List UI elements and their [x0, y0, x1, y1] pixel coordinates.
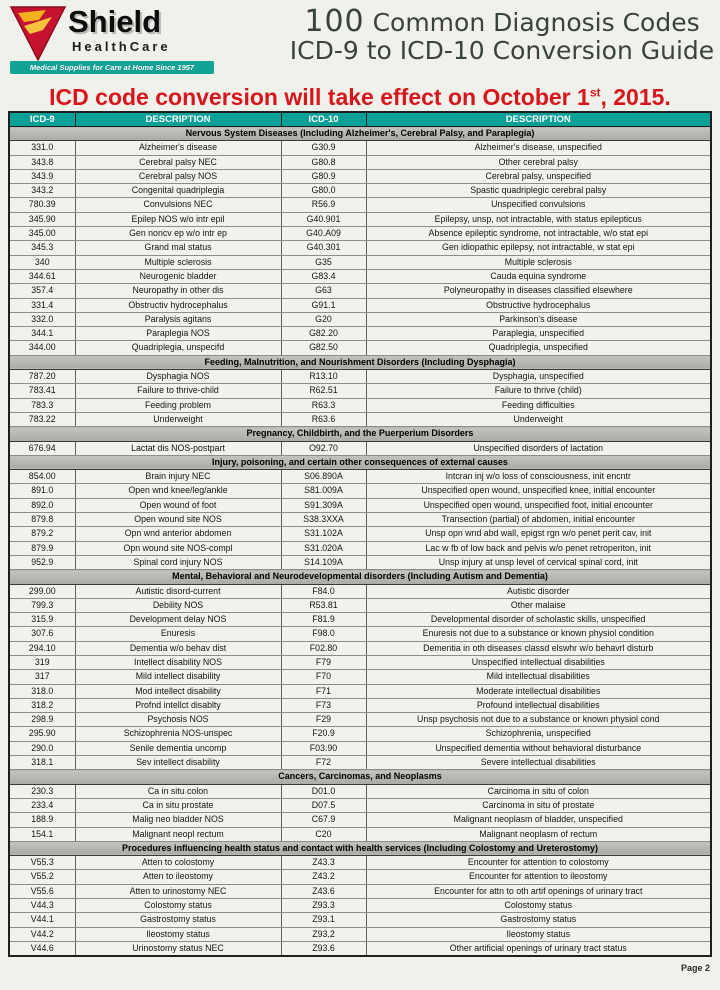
table-row [9, 527, 711, 541]
document-title [288, 4, 716, 65]
icd9-code-cell: 340 [9, 255, 75, 269]
icd9-desc-cell: Autistic disord-current [75, 584, 281, 598]
icd10-code-cell: G40.301 [281, 241, 366, 255]
section-header-row [9, 427, 711, 441]
icd10-code-cell: Z93.2 [281, 927, 366, 941]
icd9-desc-cell: Ileostomy status [75, 927, 281, 941]
icd9-desc-cell: Atten to urinostomy NEC [75, 884, 281, 898]
icd9-code-cell: 345.90 [9, 212, 75, 226]
title-line-2: ICD-9 to ICD-10 Conversion Guide [289, 36, 715, 65]
icd10-desc-cell: Unspecified convulsions [366, 198, 711, 212]
icd9-code-cell: 319 [9, 655, 75, 669]
icd10-desc-cell: Dementia in oth diseases classd elswhr w/o behavrl disturb [366, 641, 711, 655]
icd10-code-cell: Z93.6 [281, 941, 366, 956]
icd10-desc-cell: Failure to thrive (child) [366, 384, 711, 398]
icd10-code-cell: Z43.6 [281, 884, 366, 898]
title-number: 100 [304, 4, 365, 39]
icd9-desc-cell: Debility NOS [75, 598, 281, 612]
icd9-desc-cell: Ca in situ colon [75, 784, 281, 798]
icd10-desc-cell: Unspecified open wound, unspecified knee, initial encounter [366, 484, 711, 498]
icd10-code-cell: F79 [281, 655, 366, 669]
table-row [9, 541, 711, 555]
icd9-desc-cell: Enuresis [75, 627, 281, 641]
icd10-code-cell: Z43.3 [281, 856, 366, 870]
icd10-desc-cell: Carcinoma in situ of colon [366, 784, 711, 798]
icd10-desc-cell: Unspecified disorders of lactation [366, 441, 711, 455]
shield-healthcare-logo [10, 2, 250, 84]
icd10-code-cell: S06.890A [281, 470, 366, 484]
icd10-desc-cell: Epilepsy, unsp, not intractable, with status epilepticus [366, 212, 711, 226]
icd10-desc-cell: Polyneuropathy in diseases classified elsewhere [366, 284, 711, 298]
icd9-desc-cell: Lactat dis NOS-postpart [75, 441, 281, 455]
icd9-code-cell: 879.2 [9, 527, 75, 541]
icd10-desc-cell: Encounter for attention to ileostomy [366, 870, 711, 884]
icd10-code-cell: R62.51 [281, 384, 366, 398]
icd9-desc-cell: Mild intellect disability [75, 670, 281, 684]
table-row [9, 870, 711, 884]
icd9-code-cell: 154.1 [9, 827, 75, 841]
section-title: Mental, Behavioral and Neurodevelopmental disorders (Including Autism and Dementia) [9, 570, 711, 584]
icd10-code-cell: F72 [281, 756, 366, 770]
icd9-code-cell: V44.1 [9, 913, 75, 927]
icd9-desc-cell: Convulsions NEC [75, 198, 281, 212]
table-row [9, 655, 711, 669]
icd10-desc-cell: Colostomy status [366, 899, 711, 913]
icd9-desc-cell: Cerebral palsy NOS [75, 169, 281, 183]
icd10-desc-cell: Dysphagia, unspecified [366, 370, 711, 384]
icd9-desc-cell: Atten to ileostomy [75, 870, 281, 884]
table-row [9, 684, 711, 698]
section-title: Feeding, Malnutrition, and Nourishment Disorders (Including Dysphagia) [9, 355, 711, 369]
icd10-code-cell: G30.9 [281, 141, 366, 155]
table-row [9, 884, 711, 898]
table-row [9, 198, 711, 212]
table-row [9, 756, 711, 770]
table-row [9, 227, 711, 241]
table-row [9, 941, 711, 956]
icd10-desc-cell: Transection (partial) of abdomen, initial encounter [366, 513, 711, 527]
icd9-code-cell: 318.1 [9, 756, 75, 770]
icd10-desc-cell: Parkinson's disease [366, 312, 711, 326]
icd9-code-cell: 332.0 [9, 312, 75, 326]
icd10-code-cell: D01.0 [281, 784, 366, 798]
table-row [9, 412, 711, 426]
icd9-desc-cell: Multiple sclerosis [75, 255, 281, 269]
icd10-code-cell: G82.50 [281, 341, 366, 355]
icd10-desc-cell: Carcinoma in situ of prostate [366, 798, 711, 812]
icd10-code-cell: S81.009A [281, 484, 366, 498]
icd9-desc-cell: Neuropathy in other dis [75, 284, 281, 298]
icd9-code-cell: V44.2 [9, 927, 75, 941]
icd10-desc-cell: Developmental disorder of scholastic skills, unspecified [366, 613, 711, 627]
brand-subname: HealthCare [72, 39, 171, 54]
table-row [9, 255, 711, 269]
icd10-code-cell: F03.90 [281, 741, 366, 755]
col-header-description-1: DESCRIPTION [75, 112, 281, 127]
icd10-code-cell: G20 [281, 312, 366, 326]
section-header-row [9, 355, 711, 369]
icd9-code-cell: 343.8 [9, 155, 75, 169]
icd-conversion-table [8, 111, 712, 957]
icd10-code-cell: F29 [281, 713, 366, 727]
banner-superscript: st [589, 85, 601, 100]
table-row [9, 641, 711, 655]
icd9-code-cell: 315.9 [9, 613, 75, 627]
icd9-code-cell: 317 [9, 670, 75, 684]
table-row [9, 698, 711, 712]
icd9-code-cell: 344.00 [9, 341, 75, 355]
icd9-desc-cell: Cerebral palsy NEC [75, 155, 281, 169]
title-line-1-text: Common Diagnosis Codes [364, 8, 700, 37]
icd9-desc-cell: Colostomy status [75, 899, 281, 913]
icd10-desc-cell: Encounter for attn to oth artif openings of urinary tract [366, 884, 711, 898]
icd10-desc-cell: Feeding difficulties [366, 398, 711, 412]
icd9-code-cell: 345.00 [9, 227, 75, 241]
icd10-code-cell: G40.A09 [281, 227, 366, 241]
icd10-desc-cell: Spastic quadriplegic cerebral palsy [366, 184, 711, 198]
icd9-code-cell: 230.3 [9, 784, 75, 798]
icd10-code-cell: R63.3 [281, 398, 366, 412]
icd9-code-cell: 854.00 [9, 470, 75, 484]
icd10-code-cell: Z93.1 [281, 913, 366, 927]
icd10-desc-cell: Multiple sclerosis [366, 255, 711, 269]
banner-text: ICD code conversion will take effect on October 1 [49, 84, 590, 110]
table-row [9, 584, 711, 598]
icd9-desc-cell: Neurogenic bladder [75, 269, 281, 283]
icd9-code-cell: 331.4 [9, 298, 75, 312]
icd9-code-cell: 344.61 [9, 269, 75, 283]
icd10-code-cell: G80.9 [281, 169, 366, 183]
table-row [9, 241, 711, 255]
icd9-desc-cell: Malig neo bladder NOS [75, 813, 281, 827]
icd9-desc-cell: Ca in situ prostate [75, 798, 281, 812]
icd10-code-cell: S14.109A [281, 555, 366, 569]
table-row [9, 470, 711, 484]
icd10-desc-cell: Alzheimer's disease, unspecified [366, 141, 711, 155]
icd9-desc-cell: Profnd intellct disablty [75, 698, 281, 712]
icd9-code-cell: V44.3 [9, 899, 75, 913]
icd9-desc-cell: Grand mal status [75, 241, 281, 255]
section-header-row [9, 127, 711, 141]
icd9-code-cell: 879.9 [9, 541, 75, 555]
icd9-code-cell: 783.22 [9, 412, 75, 426]
table-row [9, 741, 711, 755]
icd10-desc-cell: Unspecified dementia without behavioral disturbance [366, 741, 711, 755]
table-row [9, 713, 711, 727]
col-header-icd10: ICD-10 [281, 112, 366, 127]
icd9-desc-cell: Psychosis NOS [75, 713, 281, 727]
icd9-code-cell: 344.1 [9, 327, 75, 341]
icd9-code-cell: 318.2 [9, 698, 75, 712]
table-row [9, 670, 711, 684]
icd9-code-cell: 952.9 [9, 555, 75, 569]
icd10-desc-cell: Paraplegia, unspecified [366, 327, 711, 341]
icd9-desc-cell: Congenital quadriplegia [75, 184, 281, 198]
icd9-code-cell: 783.41 [9, 384, 75, 398]
table-row [9, 827, 711, 841]
icd10-code-cell: G40.901 [281, 212, 366, 226]
brand-tagline: Medical Supplies for Care at Home Since 1957 [10, 61, 214, 74]
col-header-icd9: ICD-9 [9, 112, 75, 127]
icd10-desc-cell: Malignant neoplasm of bladder, unspecified [366, 813, 711, 827]
table-row [9, 613, 711, 627]
icd9-code-cell: 290.0 [9, 741, 75, 755]
section-header-row [9, 570, 711, 584]
icd10-code-cell: G80.0 [281, 184, 366, 198]
icd9-desc-cell: Underweight [75, 412, 281, 426]
icd9-desc-cell: Gastrostomy status [75, 913, 281, 927]
icd9-code-cell: 343.9 [9, 169, 75, 183]
icd9-code-cell: 233.4 [9, 798, 75, 812]
icd9-desc-cell: Dysphagia NOS [75, 370, 281, 384]
icd10-desc-cell: Unsp injury at unsp level of cervical spinal cord, init [366, 555, 711, 569]
icd10-desc-cell: Other cerebral palsy [366, 155, 711, 169]
table-row [9, 498, 711, 512]
table-row [9, 169, 711, 183]
icd9-code-cell: 892.0 [9, 498, 75, 512]
section-title: Cancers, Carcinomas, and Neoplasms [9, 770, 711, 784]
page-number-label: Page 2 [680, 963, 710, 973]
icd10-code-cell: Z93.3 [281, 899, 366, 913]
icd9-code-cell: 299.00 [9, 584, 75, 598]
table-row [9, 441, 711, 455]
icd9-code-cell: 780.39 [9, 198, 75, 212]
table-row [9, 555, 711, 569]
icd9-code-cell: 787.20 [9, 370, 75, 384]
table-body [9, 127, 711, 957]
icd9-code-cell: 879.8 [9, 513, 75, 527]
table-row [9, 484, 711, 498]
icd9-desc-cell: Urinostomy status NEC [75, 941, 281, 956]
icd9-code-cell: 343.2 [9, 184, 75, 198]
icd10-desc-cell: Unspecified open wound, unspecified foot, initial encounter [366, 498, 711, 512]
section-title: Pregnancy, Childbirth, and the Puerperium Disorders [9, 427, 711, 441]
icd9-desc-cell: Schizophrenia NOS-unspec [75, 727, 281, 741]
icd10-desc-cell: Enuresis not due to a substance or known physiol condition [366, 627, 711, 641]
icd10-code-cell: F70 [281, 670, 366, 684]
icd10-desc-cell: Severe intellectual disabilities [366, 756, 711, 770]
table-row [9, 813, 711, 827]
icd9-code-cell: 783.3 [9, 398, 75, 412]
icd10-code-cell: R56.9 [281, 198, 366, 212]
table-row [9, 384, 711, 398]
icd10-code-cell: G35 [281, 255, 366, 269]
title-line-1 [288, 4, 716, 39]
section-header-row [9, 841, 711, 855]
table-row [9, 298, 711, 312]
section-header-row [9, 455, 711, 469]
banner-text-end: , 2015. [600, 84, 671, 110]
effective-date-banner [0, 84, 720, 111]
icd10-desc-cell: Mild intellectual disabilities [366, 670, 711, 684]
icd10-code-cell: F73 [281, 698, 366, 712]
icd10-code-cell: F81.9 [281, 613, 366, 627]
icd9-desc-cell: Opn wnd anterior abdomen [75, 527, 281, 541]
icd9-desc-cell: Malignant neopl rectum [75, 827, 281, 841]
table-row [9, 627, 711, 641]
table-row [9, 598, 711, 612]
icd9-code-cell: 676.94 [9, 441, 75, 455]
table-row [9, 398, 711, 412]
icd10-code-cell: Z43.2 [281, 870, 366, 884]
icd9-desc-cell: Feeding problem [75, 398, 281, 412]
icd9-code-cell: 294.10 [9, 641, 75, 655]
icd9-desc-cell: Open wound site NOS [75, 513, 281, 527]
icd9-code-cell: V55.6 [9, 884, 75, 898]
icd9-code-cell: V55.3 [9, 856, 75, 870]
icd9-code-cell: V55.2 [9, 870, 75, 884]
icd9-desc-cell: Epilep NOS w/o intr epil [75, 212, 281, 226]
icd10-desc-cell: Absence epileptic syndrome, not intractable, w/o stat epi [366, 227, 711, 241]
icd9-desc-cell: Mod intellect disability [75, 684, 281, 698]
icd9-desc-cell: Dementia w/o behav dist [75, 641, 281, 655]
icd9-desc-cell: Failure to thrive-child [75, 384, 281, 398]
table-row [9, 284, 711, 298]
table-row [9, 184, 711, 198]
icd10-desc-cell: Lac w fb of low back and pelvis w/o penet retroperiton, init [366, 541, 711, 555]
icd10-desc-cell: Profound intellectual disabilities [366, 698, 711, 712]
shield-triangle-icon [10, 4, 66, 67]
icd10-desc-cell: Cauda equina syndrome [366, 269, 711, 283]
icd9-desc-cell: Obstructiv hydrocephalus [75, 298, 281, 312]
table-row [9, 141, 711, 155]
icd9-desc-cell: Brain injury NEC [75, 470, 281, 484]
section-title: Procedures influencing health status and contact with health services (Including Colostomy and Ureterostomy) [9, 841, 711, 855]
icd9-desc-cell: Quadriplegia, unspecifd [75, 341, 281, 355]
icd10-code-cell: O92.70 [281, 441, 366, 455]
icd10-desc-cell: Quadriplegia, unspecified [366, 341, 711, 355]
icd9-desc-cell: Open wnd knee/leg/ankle [75, 484, 281, 498]
icd10-desc-cell: Unspecified intellectual disabilities [366, 655, 711, 669]
table-row [9, 927, 711, 941]
icd10-code-cell: R63.6 [281, 412, 366, 426]
table-row [9, 899, 711, 913]
icd10-code-cell: F98.0 [281, 627, 366, 641]
icd10-desc-cell: Cerebral palsy, unspecified [366, 169, 711, 183]
table-row [9, 784, 711, 798]
icd9-code-cell: 891.0 [9, 484, 75, 498]
icd9-code-cell: 307.6 [9, 627, 75, 641]
table-row [9, 798, 711, 812]
table-row [9, 856, 711, 870]
icd10-code-cell: G80.8 [281, 155, 366, 169]
icd9-code-cell: 295.90 [9, 727, 75, 741]
icd9-code-cell: 318.0 [9, 684, 75, 698]
table-row [9, 513, 711, 527]
icd9-desc-cell: Intellect disability NOS [75, 655, 281, 669]
icd10-code-cell: F71 [281, 684, 366, 698]
icd9-desc-cell: Atten to colostomy [75, 856, 281, 870]
icd10-desc-cell: Obstructive hydrocephalus [366, 298, 711, 312]
table-row [9, 155, 711, 169]
icd10-code-cell: G91.1 [281, 298, 366, 312]
icd10-desc-cell: Intcran inj w/o loss of consciousness, init encntr [366, 470, 711, 484]
icd10-code-cell: R13.10 [281, 370, 366, 384]
table-row [9, 269, 711, 283]
icd9-desc-cell: Open wound of foot [75, 498, 281, 512]
icd10-code-cell: S38.3XXA [281, 513, 366, 527]
icd10-desc-cell: Malignant neoplasm of rectum [366, 827, 711, 841]
icd10-desc-cell: Schizophrenia, unspecified [366, 727, 711, 741]
icd10-code-cell: F84.0 [281, 584, 366, 598]
table-row [9, 727, 711, 741]
table-row [9, 312, 711, 326]
icd10-desc-cell: Gastrostomy status [366, 913, 711, 927]
col-header-description-2: DESCRIPTION [366, 112, 711, 127]
icd10-desc-cell: Other malaise [366, 598, 711, 612]
section-title: Nervous System Diseases (Including Alzheimer's, Cerebral Palsy, and Paraplegia) [9, 127, 711, 141]
icd10-desc-cell: Unsp psychosis not due to a substance or known physiol cond [366, 713, 711, 727]
table-row [9, 341, 711, 355]
icd10-code-cell: F20.9 [281, 727, 366, 741]
table-row [9, 327, 711, 341]
icd10-desc-cell: Gen idiopathic epilepsy, not intractable, w stat epi [366, 241, 711, 255]
icd9-desc-cell: Opn wound site NOS-compl [75, 541, 281, 555]
icd10-code-cell: G83.4 [281, 269, 366, 283]
icd9-desc-cell: Senile dementia uncomp [75, 741, 281, 755]
icd9-code-cell: 188.9 [9, 813, 75, 827]
icd9-code-cell: 357.4 [9, 284, 75, 298]
icd10-code-cell: S91.309A [281, 498, 366, 512]
icd9-desc-cell: Alzheimer's disease [75, 141, 281, 155]
icd10-desc-cell: Encounter for attention to colostomy [366, 856, 711, 870]
icd9-desc-cell: Development delay NOS [75, 613, 281, 627]
icd9-code-cell: 298.9 [9, 713, 75, 727]
section-title: Injury, poisoning, and certain other consequences of external causes [9, 455, 711, 469]
icd10-code-cell: G82.20 [281, 327, 366, 341]
icd10-code-cell: F02.80 [281, 641, 366, 655]
table-row [9, 212, 711, 226]
icd10-code-cell: C67.9 [281, 813, 366, 827]
icd10-code-cell: S31.102A [281, 527, 366, 541]
icd10-code-cell: D07.5 [281, 798, 366, 812]
icd10-code-cell: S31.020A [281, 541, 366, 555]
icd9-desc-cell: Sev intellect disability [75, 756, 281, 770]
icd9-desc-cell: Paraplegia NOS [75, 327, 281, 341]
icd9-code-cell: 345.3 [9, 241, 75, 255]
icd10-code-cell: G63 [281, 284, 366, 298]
icd10-desc-cell: Other artificial openings of urinary tract status [366, 941, 711, 956]
conversion-table [8, 111, 712, 957]
icd9-desc-cell: Gen noncv ep w/o intr ep [75, 227, 281, 241]
icd9-code-cell: V44.6 [9, 941, 75, 956]
brand-name: Shield [68, 4, 162, 39]
icd9-code-cell: 799.3 [9, 598, 75, 612]
icd10-desc-cell: Unsp opn wnd abd wall, epigst rgn w/o penet perit cav, init [366, 527, 711, 541]
icd9-code-cell: 331.0 [9, 141, 75, 155]
table-row [9, 913, 711, 927]
icd10-code-cell: R53.81 [281, 598, 366, 612]
icd9-desc-cell: Paralysis agitans [75, 312, 281, 326]
icd10-desc-cell: Ileostomy status [366, 927, 711, 941]
icd10-desc-cell: Autistic disorder [366, 584, 711, 598]
section-header-row [9, 770, 711, 784]
icd9-desc-cell: Spinal cord injury NOS [75, 555, 281, 569]
icd10-code-cell: C20 [281, 827, 366, 841]
column-header-row [9, 112, 711, 127]
icd10-desc-cell: Underweight [366, 412, 711, 426]
icd10-desc-cell: Moderate intellectual disabilities [366, 684, 711, 698]
table-row [9, 370, 711, 384]
